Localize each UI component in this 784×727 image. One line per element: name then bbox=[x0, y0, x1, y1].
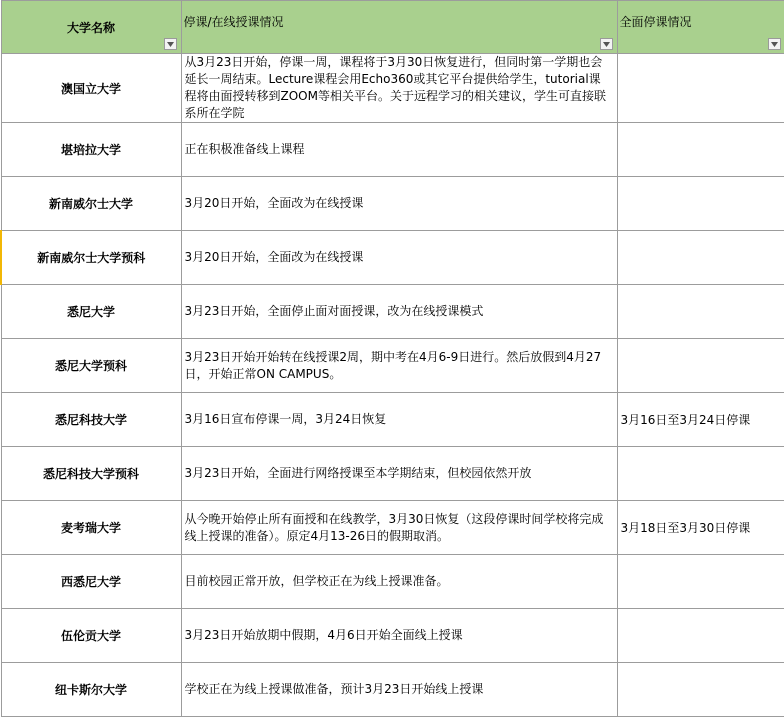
cell-full-closure[interactable] bbox=[617, 123, 784, 177]
cell-full-closure[interactable] bbox=[617, 663, 784, 717]
cell-status[interactable]: 3月23日开始放期中假期，4月6日开始全面线上授课 bbox=[181, 609, 617, 663]
cell-university-name[interactable]: 麦考瑞大学 bbox=[1, 501, 181, 555]
header-full-closure-label: 全面停课情况 bbox=[619, 15, 692, 29]
table-row bbox=[1, 177, 784, 231]
chevron-down-icon bbox=[167, 42, 174, 47]
cell-full-closure[interactable]: 3月16日至3月24日停课 bbox=[617, 393, 784, 447]
table-row bbox=[1, 231, 784, 285]
table-row bbox=[1, 339, 784, 393]
cell-status[interactable]: 从今晚开始停止所有面授和在线教学，3月30日恢复（这段停课时间学校将完成线上授课的准备）。原定4月13-26日的假期取消。 bbox=[181, 501, 617, 555]
cell-full-closure[interactable] bbox=[617, 339, 784, 393]
cell-full-closure[interactable]: 3月18日至3月30日停课 bbox=[617, 501, 784, 555]
cell-full-closure[interactable] bbox=[617, 54, 784, 123]
cell-university-name[interactable]: 悉尼大学预科 bbox=[1, 339, 181, 393]
table-row bbox=[1, 393, 784, 447]
header-full-closure[interactable] bbox=[617, 1, 784, 54]
table-row bbox=[1, 555, 784, 609]
cell-status[interactable]: 学校正在为线上授课做准备，预计3月23日开始线上授课 bbox=[181, 663, 617, 717]
cell-university-name[interactable]: 纽卡斯尔大学 bbox=[1, 663, 181, 717]
table-row bbox=[1, 447, 784, 501]
cell-status[interactable]: 3月23日开始开始转在线授课2周，期中考在4月6-9日进行。然后放假到4月27日，开始正常ON CAMPUS。 bbox=[181, 339, 617, 393]
chevron-down-icon bbox=[603, 42, 610, 47]
cell-full-closure[interactable] bbox=[617, 447, 784, 501]
filter-dropdown-full-closure[interactable] bbox=[768, 38, 781, 50]
cell-status[interactable]: 从3月23日开始，停课一周，课程将于3月30日恢复进行，但同时第一学期也会延长一周结束。Lecture课程会用Echo360或其它平台提供给学生，tutorial课程将由面授转移到ZOOM等相关平台。关于远程学习的相关建议，学生可直接联系所在学院 bbox=[181, 54, 617, 123]
cell-university-name[interactable]: 悉尼科技大学 bbox=[1, 393, 181, 447]
cell-university-name[interactable]: 伍伦贡大学 bbox=[1, 609, 181, 663]
cell-university-name[interactable]: 新南威尔士大学 bbox=[1, 177, 181, 231]
chevron-down-icon bbox=[771, 42, 778, 47]
filter-dropdown-status[interactable] bbox=[600, 38, 613, 50]
cell-university-name[interactable]: 新南威尔士大学预科 bbox=[1, 231, 181, 285]
cell-status[interactable]: 3月20日开始，全面改为在线授课 bbox=[181, 231, 617, 285]
header-status[interactable] bbox=[181, 1, 617, 54]
cell-status[interactable]: 3月16日宣布停课一周，3月24日恢复 bbox=[181, 393, 617, 447]
header-row bbox=[1, 1, 784, 54]
header-university[interactable] bbox=[1, 1, 181, 54]
cell-full-closure[interactable] bbox=[617, 231, 784, 285]
cell-full-closure[interactable] bbox=[617, 609, 784, 663]
cell-university-name[interactable]: 悉尼科技大学预科 bbox=[1, 447, 181, 501]
table-row bbox=[1, 501, 784, 555]
table-row bbox=[1, 663, 784, 717]
cell-university-name[interactable]: 悉尼大学 bbox=[1, 285, 181, 339]
table-row bbox=[1, 609, 784, 663]
cell-status[interactable]: 目前校园正常开放，但学校正在为线上授课准备。 bbox=[181, 555, 617, 609]
cell-university-name[interactable]: 堪培拉大学 bbox=[1, 123, 181, 177]
filter-dropdown-university[interactable] bbox=[164, 38, 177, 50]
cell-full-closure[interactable] bbox=[617, 555, 784, 609]
header-university-label: 大学名称 bbox=[66, 20, 115, 35]
cell-university-name[interactable]: 西悉尼大学 bbox=[1, 555, 181, 609]
cell-status[interactable]: 3月20日开始，全面改为在线授课 bbox=[181, 177, 617, 231]
cell-university-name[interactable]: 澳国立大学 bbox=[1, 54, 181, 123]
header-status-label: 停课/在线授课情况 bbox=[183, 15, 284, 29]
table-row bbox=[1, 123, 784, 177]
cell-status[interactable]: 3月23日开始，全面停止面对面授课，改为在线授课模式 bbox=[181, 285, 617, 339]
table-row bbox=[1, 285, 784, 339]
table-row bbox=[1, 54, 784, 123]
cell-status[interactable]: 正在积极准备线上课程 bbox=[181, 123, 617, 177]
cell-status[interactable]: 3月23日开始，全面进行网络授课至本学期结束，但校园依然开放 bbox=[181, 447, 617, 501]
cell-full-closure[interactable] bbox=[617, 285, 784, 339]
cell-full-closure[interactable] bbox=[617, 177, 784, 231]
